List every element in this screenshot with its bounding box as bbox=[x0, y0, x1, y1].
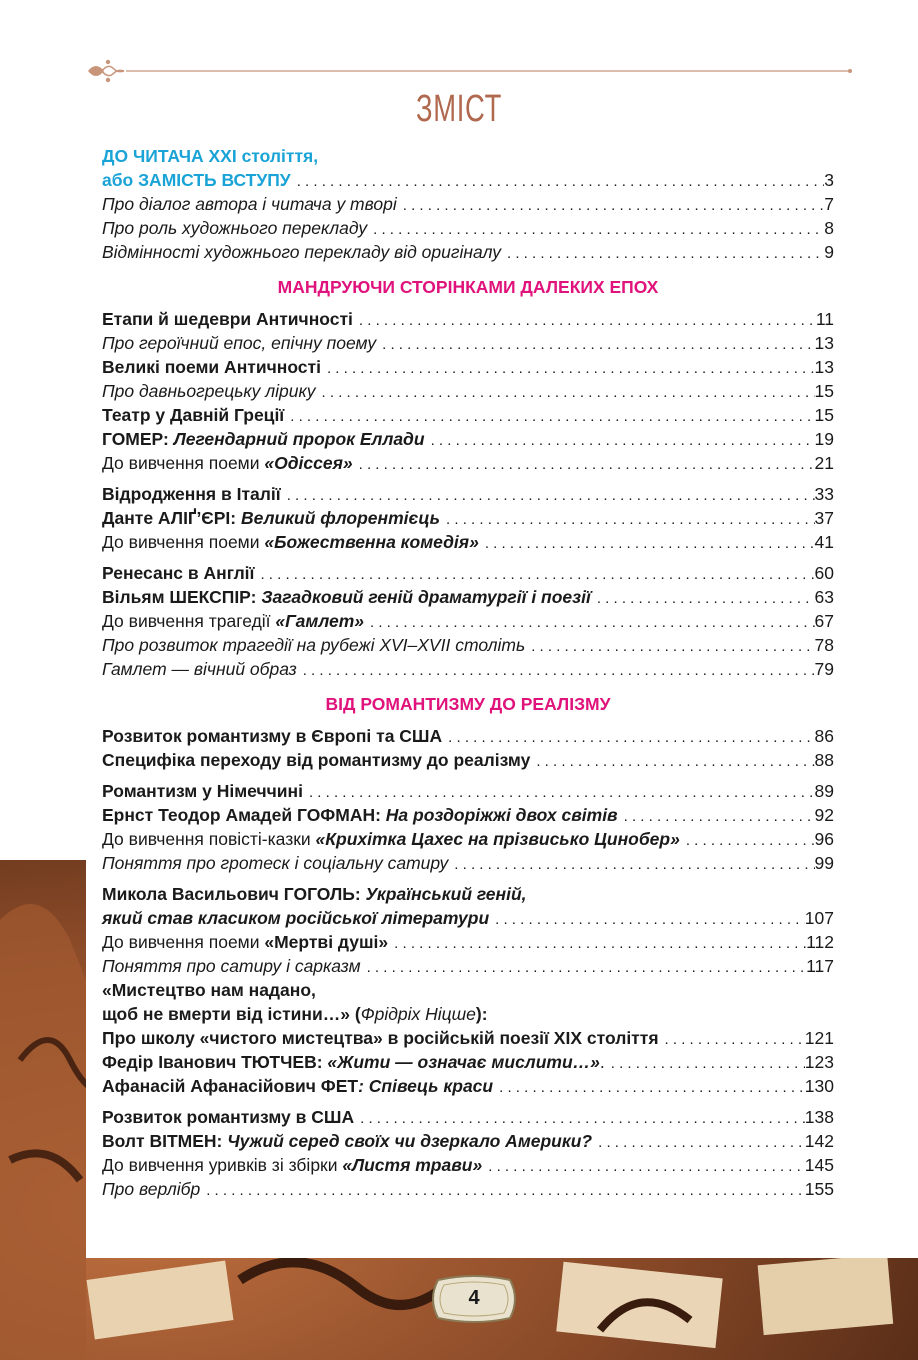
toc-entry: Специфіка переходу від романтизму до реалізму . . . 88 bbox=[102, 750, 834, 774]
toc-entry: До вивчення поеми «Мертві душі» . . . 112 bbox=[102, 932, 834, 956]
toc-entry: Про давньогрецьку лірику . . . 15 bbox=[102, 381, 834, 405]
toc-entry: щоб не вмерти від істини…» (Фрідріх Ніцше): bbox=[102, 1004, 488, 1024]
ornament-line bbox=[86, 56, 856, 86]
toc-entry: Великі поеми Античності . . . 13 bbox=[102, 357, 834, 381]
toc-entry: Про роль художнього перекладу . . . 8 bbox=[102, 218, 834, 242]
page-title: ЗМІСТ bbox=[415, 88, 503, 130]
page-number: 4 bbox=[468, 1287, 480, 1309]
toc-entry: Волт ВІТМЕН: Чужий серед своїх чи дзеркало Америки? . . . 142 bbox=[102, 1131, 834, 1155]
toc-entry: Етапи й шедеври Античності . . . 11 bbox=[102, 309, 834, 333]
toc-entry: Про верлібр . . . 155 bbox=[102, 1179, 834, 1203]
toc-entry: або ЗАМІСТЬ ВСТУПУ . . . 3 bbox=[102, 170, 834, 194]
toc-entry: Гамлет — вічний образ . . . 79 bbox=[102, 659, 834, 683]
toc-entry: Федір Іванович ТЮТЧЕВ: «Жити — означає мислити…». . . . 123 bbox=[102, 1052, 834, 1076]
toc-entry: До вивчення уривків зі збірки «Листя трави» . . . 145 bbox=[102, 1155, 834, 1179]
toc-entry: Афанасій Афанасійович ФЕТ: Співець краси . . . 130 bbox=[102, 1076, 834, 1100]
toc-entry: До вивчення поеми «Божественна комедія» . . . 41 bbox=[102, 532, 834, 556]
toc-entry: Театр у Давній Греції . . . 15 bbox=[102, 405, 834, 429]
toc-entry: Микола Васильович ГОГОЛЬ: Український геній, bbox=[102, 884, 527, 904]
section-heading: ВІД РОМАНТИЗМУ ДО РЕАЛІЗМУ bbox=[325, 694, 611, 714]
toc-entry: Данте АЛІҐ’ЄРІ: Великий флорентієць . . . 37 bbox=[102, 508, 834, 532]
toc-entry: Про діалог автора і читача у творі . . . 7 bbox=[102, 194, 834, 218]
toc-entry: Ренесанс в Англії . . . 60 bbox=[102, 563, 834, 587]
toc-entry: До вивчення поеми «Одіссея» . . . 21 bbox=[102, 453, 834, 477]
toc-entry: Про школу «чистого мистецтва» в російській поезії XIX століття . . . 121 bbox=[102, 1028, 834, 1052]
toc-entry: Поняття про сатиру і сарказм . . . 117 bbox=[102, 956, 834, 980]
toc-entry: Розвиток романтизму в Європі та США . . . 86 bbox=[102, 726, 834, 750]
toc-entry: Про розвиток трагедії на рубежі XVI–XVII століть . . . 78 bbox=[102, 635, 834, 659]
toc-entry: ГОМЕР: Легендарний пророк Еллади . . . 19 bbox=[102, 429, 834, 453]
toc-intro-line1: ДО ЧИТАЧА XXI століття, bbox=[102, 146, 319, 166]
toc-entry: який став класиком російської літератури . . . 107 bbox=[102, 908, 834, 932]
toc-entry: Поняття про гротеск і соціальну сатиру . . . 99 bbox=[102, 853, 834, 877]
toc-entry: Відродження в Італії . . . 33 bbox=[102, 484, 834, 508]
toc-entry: Вільям ШЕКСПІР: Загадковий геній драматургії і поезії . . . 63 bbox=[102, 587, 834, 611]
toc-entry: Розвиток романтизму в США . . . 138 bbox=[102, 1107, 834, 1131]
toc-entry: Відмінності художнього перекладу від оригіналу . . . 9 bbox=[102, 242, 834, 266]
toc-entry: Ернст Теодор Амадей ГОФМАН: На роздоріжжі двох світів . . . 92 bbox=[102, 805, 834, 829]
section-heading: МАНДРУЮЧИ СТОРІНКАМИ ДАЛЕКИХ ЕПОХ bbox=[277, 277, 659, 297]
toc-entry: «Мистецтво нам надано, bbox=[102, 980, 316, 1000]
toc-entry: Про героїчний епос, епічну поему . . . 13 bbox=[102, 333, 834, 357]
toc-entry: До вивчення повісті-казки «Крихітка Цахес на прізвисько Цинобер» . . . 96 bbox=[102, 829, 834, 853]
toc-entry: Романтизм у Німеччині . . . 89 bbox=[102, 781, 834, 805]
table-of-contents bbox=[102, 146, 834, 1203]
toc-entry: До вивчення трагедії «Гамлет» . . . 67 bbox=[102, 611, 834, 635]
